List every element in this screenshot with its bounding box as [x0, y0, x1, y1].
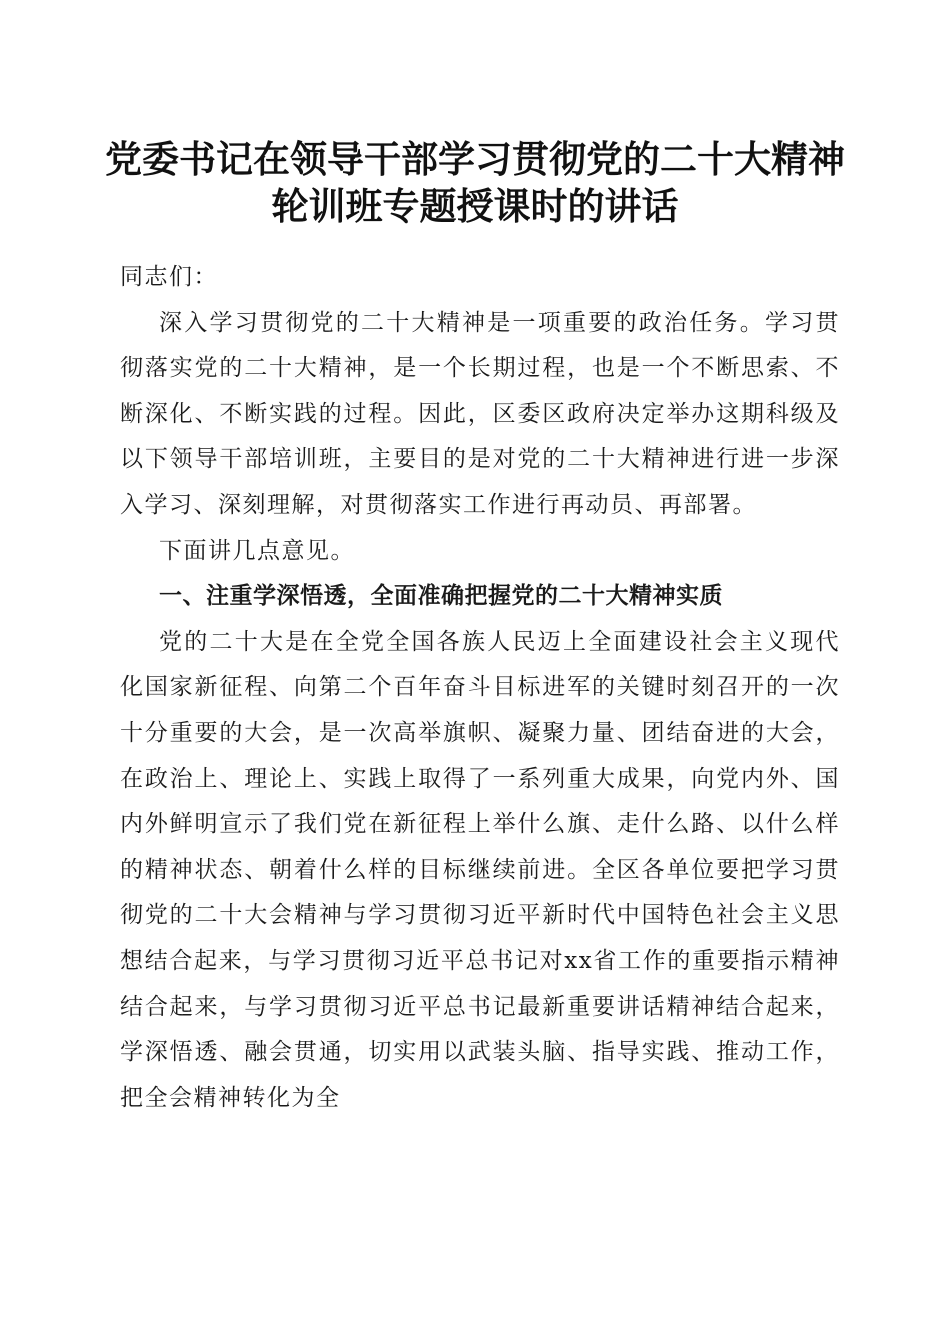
paragraph-2: 下面讲几点意见。 — [159, 537, 355, 564]
salutation: 同志们： — [120, 264, 218, 290]
document-body — [120, 255, 840, 1121]
paragraph-1: 深入学习贯彻党的二十大精神是一项重要的政治任务。学习贯彻落实党的二十大精神，是一个长期过程，也是一个不断思索、不断深化、不断实践的过程。因此，区委区政府决定举办这期科级及以下领导干部培训班，主要目的是对党的二十大精神进行进一步深入学习、深刻理解，对贯彻落实工作进行再动员、再部署。 — [120, 309, 840, 518]
paragraph-3: 党的二十大是在全党全国各族人民迈上全面建设社会主义现代化国家新征程、向第二个百年奋斗目标进军的关键时刻召开的一次十分重要的大会，是一次高举旗帜、凝聚力量、团结奋进的大会，在政治上、理论上、实践上取得了一系列重大成果，向党内外、国内外鲜明宣示了我们党在新征程上举什么旗、走什么路、以什么样的精神状态、朝着什么样的目标继续前进。全区各单位要把学习贯彻党的二十大会精神与学习贯彻习近平新时代中国特色社会主义思想结合起来，与学习贯彻习近平总书记对xx省工作的重要指示精神结合起来，与学习贯彻习近平总书记最新重要讲话精神结合起来，学深悟透、融会贯通，切实用以武装头脑、指导实践、推动工作，把全会精神转化为全 — [120, 628, 840, 1111]
section-heading-1: 一、注重学深悟透，全面准确把握党的二十大精神实质 — [159, 583, 723, 610]
document-title-line-1: 党委书记在领导干部学习贯彻党的二十大精神 — [105, 137, 845, 181]
document-title-line-2: 轮训班专题授课时的讲话 — [271, 184, 679, 228]
